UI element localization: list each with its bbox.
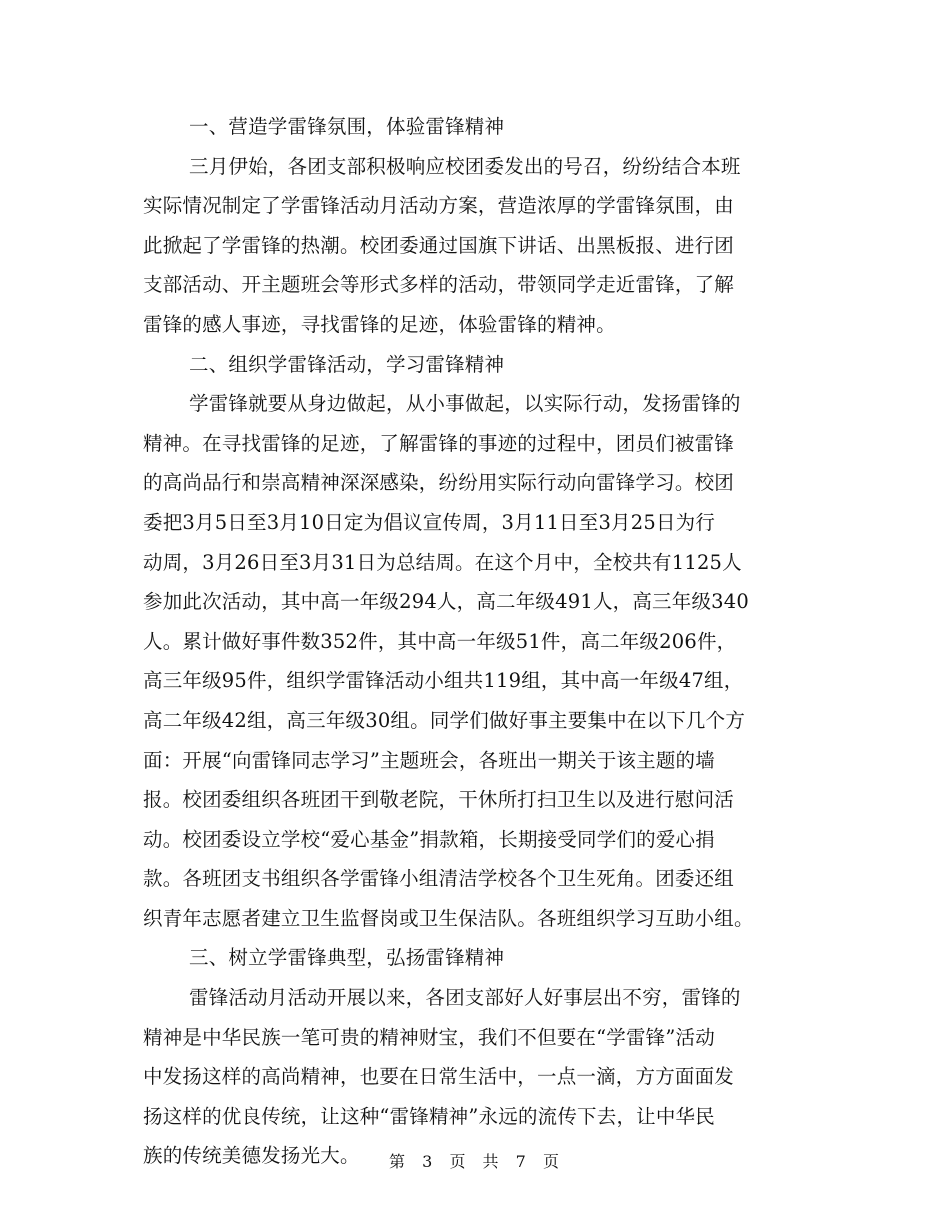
section-heading-2: 二、组织学雷锋活动，学习雷锋精神	[189, 352, 505, 376]
paragraph-line: 此掀起了学雷锋的热潮。校团委通过国旗下讲话、出黑板报、进行团	[143, 233, 735, 257]
footer-ye2: 页	[542, 1152, 561, 1171]
paragraph-line: 动周，3月26日至3月31日为总结周。在这个月中，全校共有1125人	[143, 550, 742, 574]
paragraph-line: 动。校团委设立学校“爱心基金”捐款箱，长期接受同学们的爱心捐	[143, 827, 715, 851]
paragraph-line: 报。校团委组织各班团干到敬老院，干休所打扫卫生以及进行慰问活	[143, 788, 735, 812]
paragraph-line: 雷锋活动月活动开展以来，各团支部好人好事层出不穷，雷锋的	[189, 986, 741, 1010]
paragraph-line: 支部活动、开主题班会等形式多样的活动，带领同学走近雷锋，了解	[143, 273, 735, 297]
footer-di: 第	[389, 1152, 408, 1171]
document-body	[143, 107, 811, 1176]
footer-ye: 页	[449, 1152, 468, 1171]
paragraph-line: 三月伊始，各团支部积极响应校团委发出的号召，纷纷结合本班	[189, 154, 741, 178]
paragraph-line: 面：开展“向雷锋同志学习”主题班会，各班出一期关于该主题的墙	[143, 748, 715, 772]
paragraph-line: 织青年志愿者建立卫生监督岗或卫生保洁队。各班组织学习互助小组。	[143, 906, 754, 930]
paragraph-line: 族的传统美德发扬光大。	[143, 1144, 360, 1168]
paragraph-line: 参加此次活动，其中高一年级294人，高二年级491人，高三年级340	[143, 590, 749, 614]
paragraph-line: 实际情况制定了学雷锋活动月活动方案，营造浓厚的学雷锋氛围，由	[143, 194, 735, 218]
paragraph-line: 精神是中华民族一笔可贵的精神财宝，我们不但要在“学雷锋”活动	[143, 1025, 715, 1049]
paragraph-line: 精神。在寻找雷锋的足迹，了解雷锋的事迹的过程中，团员们被雷锋	[143, 431, 735, 455]
paragraph-line: 雷锋的感人事迹，寻找雷锋的足迹，体验雷锋的精神。	[143, 312, 616, 336]
footer-gong: 共	[482, 1152, 501, 1171]
paragraph-line: 学雷锋就要从身边做起，从小事做起，以实际行动，发扬雷锋的	[189, 392, 741, 416]
section-heading-3: 三、树立学雷锋典型，弘扬雷锋精神	[189, 946, 505, 970]
paragraph-line: 人。累计做好事件数352件，其中高一年级51件，高二年级206件，	[143, 629, 737, 653]
paragraph-line: 的高尚品行和崇高精神深深感染，纷纷用实际行动向雷锋学习。校团	[143, 471, 735, 495]
section-heading-1: 一、营造学雷锋氛围，体验雷锋精神	[189, 115, 505, 138]
paragraph-line: 高二年级42组，高三年级30组。同学们做好事主要集中在以下几个方	[143, 708, 746, 732]
page-footer	[0, 1150, 950, 1174]
paragraph-line: 款。各班团支书组织各学雷锋小组清洁学校各个卫生死角。团委还组	[143, 867, 735, 891]
page-total: 7	[515, 1152, 528, 1171]
paragraph-line: 扬这样的优良传统，让这种“雷锋精神”永远的流传下去，让中华民	[143, 1104, 715, 1128]
paragraph-line: 高三年级95件，组织学雷锋活动小组共119组，其中高一年级47组，	[143, 669, 744, 693]
paragraph-line: 中发扬这样的高尚精神，也要在日常生活中，一点一滴，方方面面发	[143, 1065, 735, 1089]
paragraph-line: 委把3月5日至3月10日定为倡议宣传周，3月11日至3月25日为行	[143, 510, 716, 534]
page-number: 3	[422, 1152, 435, 1171]
